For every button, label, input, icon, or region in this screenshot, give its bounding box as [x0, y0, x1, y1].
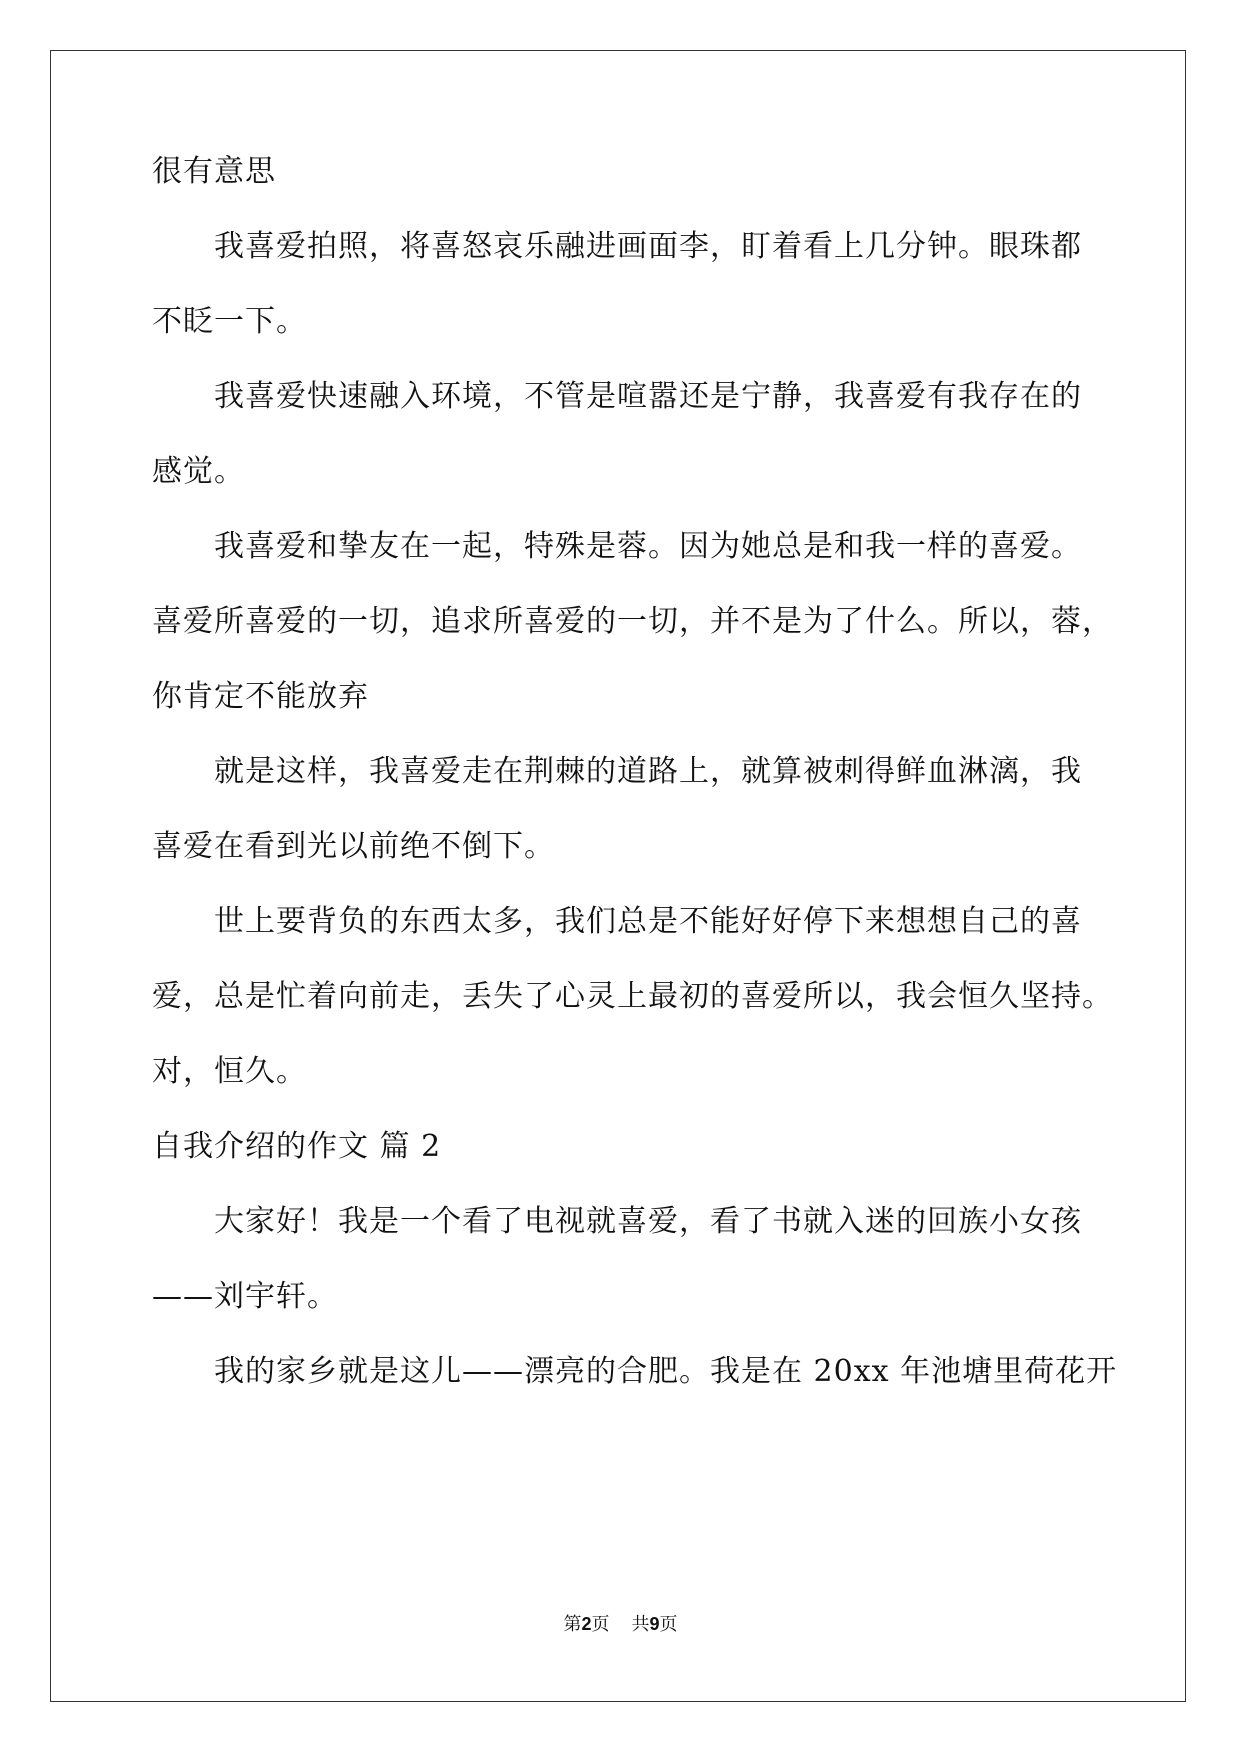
- page-total: 9: [649, 1614, 660, 1634]
- text-line-9: 就是这样，我喜爱走在荆棘的道路上，就算被刺得鲜血淋漓，我: [152, 754, 1082, 789]
- page-suffix: 页: [591, 1614, 610, 1635]
- text-line-5: 感觉。: [152, 454, 245, 489]
- text-line-15: 大家好！我是一个看了电视就喜爱，看了书就入迷的回族小女孩: [152, 1204, 1082, 1239]
- section-heading: 自我介绍的作文 篇 2: [152, 1129, 442, 1164]
- text-line-16: ——刘宇轩。: [152, 1279, 338, 1314]
- text-line-10: 喜爱在看到光以前绝不倒下。: [152, 829, 555, 864]
- text-line-11: 世上要背负的东西太多，我们总是不能好好停下来想想自己的喜: [152, 904, 1082, 939]
- text-line-4: 我喜爱快速融入环境，不管是喧嚣还是宁静，我喜爱有我存在的: [152, 379, 1082, 414]
- page-prefix: 第: [563, 1614, 582, 1635]
- text-line-6: 我喜爱和挚友在一起，特殊是蓉。因为她总是和我一样的喜爱。: [152, 529, 1082, 564]
- total-suffix: 页: [659, 1614, 678, 1635]
- text-line-2: 我喜爱拍照，将喜怒哀乐融进画面李，盯着看上几分钟。眼珠都: [152, 229, 1082, 264]
- text-line-12: 爱，总是忙着向前走，丢失了心灵上最初的喜爱所以，我会恒久坚持。: [152, 979, 1113, 1014]
- text-line-3: 不眨一下。: [152, 304, 307, 339]
- text-line-8: 你肯定不能放弃: [152, 679, 369, 714]
- text-line-13: 对，恒久。: [152, 1054, 307, 1089]
- page-border: [50, 50, 1186, 1702]
- text-line-17: 我的家乡就是这儿——漂亮的合肥。我是在 20xx 年池塘里荷花开: [152, 1354, 1118, 1389]
- text-line-7: 喜爱所喜爱的一切，追求所喜爱的一切，并不是为了什么。所以，蓉，: [152, 604, 1113, 639]
- page-current: 2: [581, 1614, 592, 1634]
- total-prefix: 共: [631, 1614, 650, 1635]
- text-line-1: 很有意思: [152, 154, 276, 189]
- page-footer: [0, 1612, 1241, 1637]
